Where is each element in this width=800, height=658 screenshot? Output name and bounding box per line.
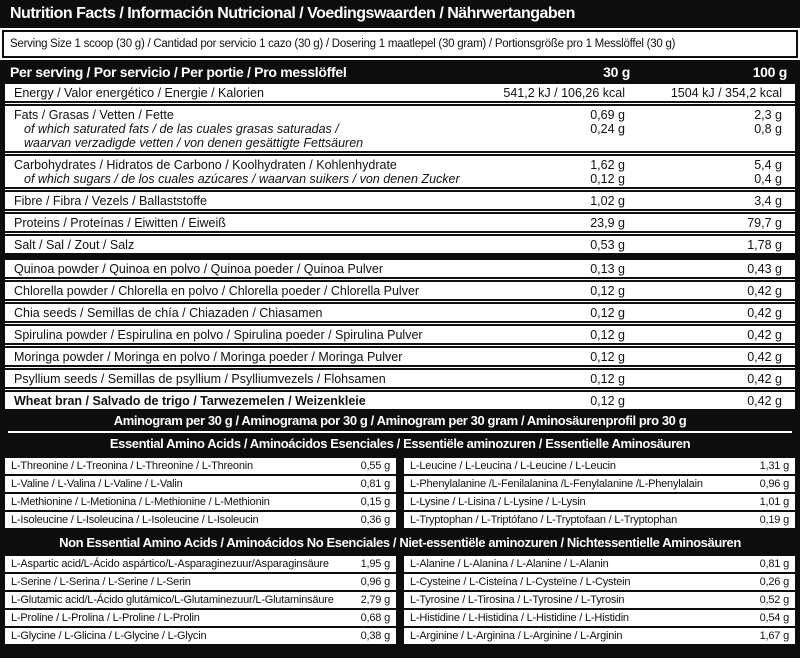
amino-label: L-Threonine / L-Treonina / L-Threonine / L-Threonin — [11, 460, 253, 472]
amino-row — [5, 628, 396, 644]
amino-row — [5, 476, 396, 492]
essential-amino-title: Essential Amino Acids / Aminoácidos Esenciales / Essentiële aminozuren / Essentielle Aminosäuren — [109, 436, 691, 451]
amino-value: 0,36 g — [360, 514, 390, 526]
amino-value: 1,95 g — [360, 558, 390, 570]
amino-row — [404, 610, 795, 626]
amino-value: 0,96 g — [759, 478, 789, 490]
amino-value: 0,52 g — [759, 594, 789, 606]
value-100g: 0,4 g — [754, 172, 782, 186]
ingredient-label: Wheat bran / Salvado de trigo / Tarwezemelen / Weizenkleie — [14, 394, 366, 408]
ingredient-label: Quinoa powder / Quinoa en polvo / Quinoa poeder / Quinoa Pulver — [14, 262, 383, 276]
amino-row — [404, 574, 795, 590]
amino-label: L-Proline / L-Prolina / L-Proline / L-Prolin — [11, 612, 200, 624]
ingredient-row-moringa — [5, 348, 795, 370]
header-divider — [8, 431, 792, 433]
amino-value: 0,81 g — [759, 558, 789, 570]
ingredient-label: Chia seeds / Semillas de chía / Chiazaden / Chiasamen — [14, 306, 323, 320]
essential-amino-table — [0, 455, 800, 531]
ingredient-row-wheat-bran — [5, 392, 795, 409]
ingredient-row-chia — [5, 304, 795, 326]
value-100g: 0,42 g — [747, 284, 782, 298]
column-header-30g: 30 g — [603, 64, 630, 80]
nutrient-row-fibre — [5, 192, 795, 214]
value-100g: 0,42 g — [747, 306, 782, 320]
value-30g: 1,02 g — [590, 194, 625, 208]
amino-label: L-Glutamic acid/L-Ácido glutámico/L-Glutaminezuur/L-Glutaminsäure — [11, 594, 334, 606]
value-100g: 3,4 g — [754, 194, 782, 208]
nutrient-label: Fibre / Fibra / Vezels / Ballaststoffe — [14, 194, 207, 208]
amino-label: L-Valine / L-Valina / L-Valine / L-Valin — [11, 478, 183, 490]
amino-label: L-Tryptophan / L-Triptófano / L-Tryptofaan / L-Tryptophan — [410, 514, 677, 526]
amino-row — [5, 592, 396, 608]
amino-label: L-Serine / L-Serina / L-Serine / L-Serin — [11, 576, 191, 588]
value-100g: 5,4 g — [754, 158, 782, 172]
amino-row — [5, 458, 396, 474]
amino-label: L-Isoleucine / L-Isoleucina / L-Isoleucine / L-Isoleucin — [11, 514, 259, 526]
value-100g: 0,42 g — [747, 350, 782, 364]
amino-row — [5, 610, 396, 626]
amino-label: L-Phenylalanine /L-Fenilalanina /L-Fenylalanine /L-Phenylalain — [410, 478, 703, 490]
amino-row — [404, 512, 795, 528]
value-100g: 0,8 g — [754, 122, 782, 136]
nutrient-label: Fats / Grasas / Vetten / Fette — [14, 108, 174, 122]
non-essential-amino-title: Non Essential Amino Acids / Aminoácidos No Esenciales / Niet-essentiële aminozuren / Nichtessentielle Aminosäuren — [0, 531, 800, 553]
amino-row — [404, 476, 795, 492]
amino-value: 0,55 g — [360, 460, 390, 472]
amino-label: L-Tyrosine / L-Tirosina / L-Tyrosine / L-Tyrosin — [410, 594, 625, 606]
value-30g: 0,69 g — [590, 108, 625, 122]
amino-label: L-Lysine / L-Lisina / L-Lysine / L-Lysin — [410, 496, 586, 508]
value-30g: 541,2 kJ / 106,26 kcal — [503, 86, 625, 100]
amino-value: 0,19 g — [759, 514, 789, 526]
value-100g: 1504 kJ / 354,2 kcal — [670, 86, 782, 100]
value-100g: 1,78 g — [747, 238, 782, 252]
amino-value: 1,67 g — [759, 630, 789, 642]
value-100g: 2,3 g — [754, 108, 782, 122]
nutrient-sublabel: of which saturated fats / de las cuales grasas saturadas / — [24, 122, 339, 136]
serving-size-text: Serving Size 1 scoop (30 g) / Cantidad por servicio 1 cazo (30 g) / Dosering 1 maatlepel (30 gram) / Portionsgröße pro 1 Messlöffel (30 g) — [10, 38, 676, 50]
ingredient-row-spirulina — [5, 326, 795, 348]
per-serving-header — [0, 60, 800, 84]
amino-label: L-Leucine / L-Leucina / L-Leucine / L-Leucin — [410, 460, 616, 472]
amino-label: L-Cysteine / L-Cisteína / L-Cysteïne / L-Cystein — [410, 576, 631, 588]
amino-value: 2,79 g — [360, 594, 390, 606]
amino-row — [5, 494, 396, 510]
serving-size-row — [2, 30, 798, 58]
nutrient-label: Energy / Valor energético / Energie / Kalorien — [14, 86, 264, 100]
amino-value: 0,68 g — [360, 612, 390, 624]
value-100g: 0,43 g — [747, 262, 782, 276]
amino-label: L-Glycine / L-Glicina / L-Glycine / L-Glycin — [11, 630, 207, 642]
value-30g: 0,12 g — [590, 284, 625, 298]
value-100g: 0,42 g — [747, 394, 782, 408]
value-30g: 0,12 g — [590, 328, 625, 342]
bottom-border-bar — [0, 647, 800, 658]
nutrient-row-fats — [5, 106, 795, 156]
value-30g: 0,12 g — [590, 372, 625, 386]
amino-label: L-Histidine / L-Histidina / L-Histidine / L-Histidin — [410, 612, 629, 624]
value-30g: 0,12 g — [590, 172, 625, 186]
nutrient-label: Carbohydrates / Hidratos de Carbono / Koolhydraten / Kohlenhydrate — [14, 158, 397, 172]
column-header-100g: 100 g — [752, 64, 787, 80]
amino-row — [5, 512, 396, 528]
value-30g: 0,12 g — [590, 394, 625, 408]
nutrient-row-proteins — [5, 214, 795, 236]
amino-row — [404, 458, 795, 474]
ingredient-row-psyllium — [5, 370, 795, 392]
amino-value: 0,81 g — [360, 478, 390, 490]
nutrient-row-energy — [5, 84, 795, 106]
nutrient-label: Salt / Sal / Zout / Salz — [14, 238, 135, 252]
ingredient-label: Moringa powder / Moringa en polvo / Moringa poeder / Moringa Pulver — [14, 350, 403, 364]
value-30g: 0,12 g — [590, 350, 625, 364]
amino-value: 0,26 g — [759, 576, 789, 588]
amino-row — [5, 556, 396, 572]
value-30g: 23,9 g — [590, 216, 625, 230]
amino-value: 0,96 g — [360, 576, 390, 588]
amino-value: 0,15 g — [360, 496, 390, 508]
amino-label: L-Methionine / L-Metionina / L-Methionine / L-Methionin — [11, 496, 270, 508]
amino-value: 0,38 g — [360, 630, 390, 642]
amino-row — [5, 574, 396, 590]
label-title: Nutrition Facts / Información Nutricional / Voedingswaarden / Nährwertangaben — [0, 0, 800, 28]
nutrient-sublabel: waarvan verzadigde vetten / von denen gesättigte Fettsäuren — [24, 136, 364, 150]
value-30g: 0,12 g — [590, 306, 625, 320]
amino-value: 1,31 g — [759, 460, 789, 472]
amino-row — [404, 592, 795, 608]
ingredient-label: Chlorella powder / Chlorella en polvo / Chlorella poeder / Chlorella Pulver — [14, 284, 420, 298]
section-divider — [5, 253, 795, 260]
value-30g: 1,62 g — [590, 158, 625, 172]
value-30g: 0,13 g — [590, 262, 625, 276]
value-100g: 0,42 g — [747, 328, 782, 342]
nutrient-row-salt — [5, 236, 795, 253]
non-essential-amino-table — [0, 553, 800, 647]
nutrient-table — [0, 84, 800, 409]
ingredient-label: Spirulina powder / Espirulina en polvo / Spirulina poeder / Spirulina Pulver — [14, 328, 423, 342]
ingredient-label: Psyllium seeds / Semillas de psyllium / Psylliumvezels / Flohsamen — [14, 372, 386, 386]
amino-row — [404, 556, 795, 572]
amino-row — [404, 628, 795, 644]
amino-value: 0,54 g — [759, 612, 789, 624]
aminogram-header-block — [0, 409, 800, 455]
amino-row — [404, 494, 795, 510]
value-30g: 0,24 g — [590, 122, 625, 136]
ingredient-row-quinoa — [5, 260, 795, 282]
amino-label: L-Aspartic acid/L-Ácido aspártico/L-Asparaginezuur/Asparaginsäure — [11, 558, 329, 570]
amino-label: L-Arginine / L-Arginina / L-Arginine / L-Arginin — [410, 630, 623, 642]
value-100g: 0,42 g — [747, 372, 782, 386]
value-100g: 79,7 g — [747, 216, 782, 230]
nutrient-label: Proteins / Proteínas / Eiwitten / Eiweiß — [14, 216, 226, 230]
nutrient-row-carbohydrates — [5, 156, 795, 192]
aminogram-title: Aminogram per 30 g / Aminograma por 30 g / Aminogram per 30 gram / Aminosäurenprofil pro 30 g — [113, 413, 687, 428]
amino-value: 1,01 g — [759, 496, 789, 508]
value-30g: 0,53 g — [590, 238, 625, 252]
amino-label: L-Alanine / L-Alanina / L-Alanine / L-Alanin — [410, 558, 609, 570]
nutrient-sublabel: of which sugars / de los cuales azúcares / waarvan suikers / von denen Zucker — [24, 172, 460, 186]
per-serving-label: Per serving / Por servicio / Per portie / Pro messlöffel — [10, 64, 347, 80]
ingredient-row-chlorella — [5, 282, 795, 304]
